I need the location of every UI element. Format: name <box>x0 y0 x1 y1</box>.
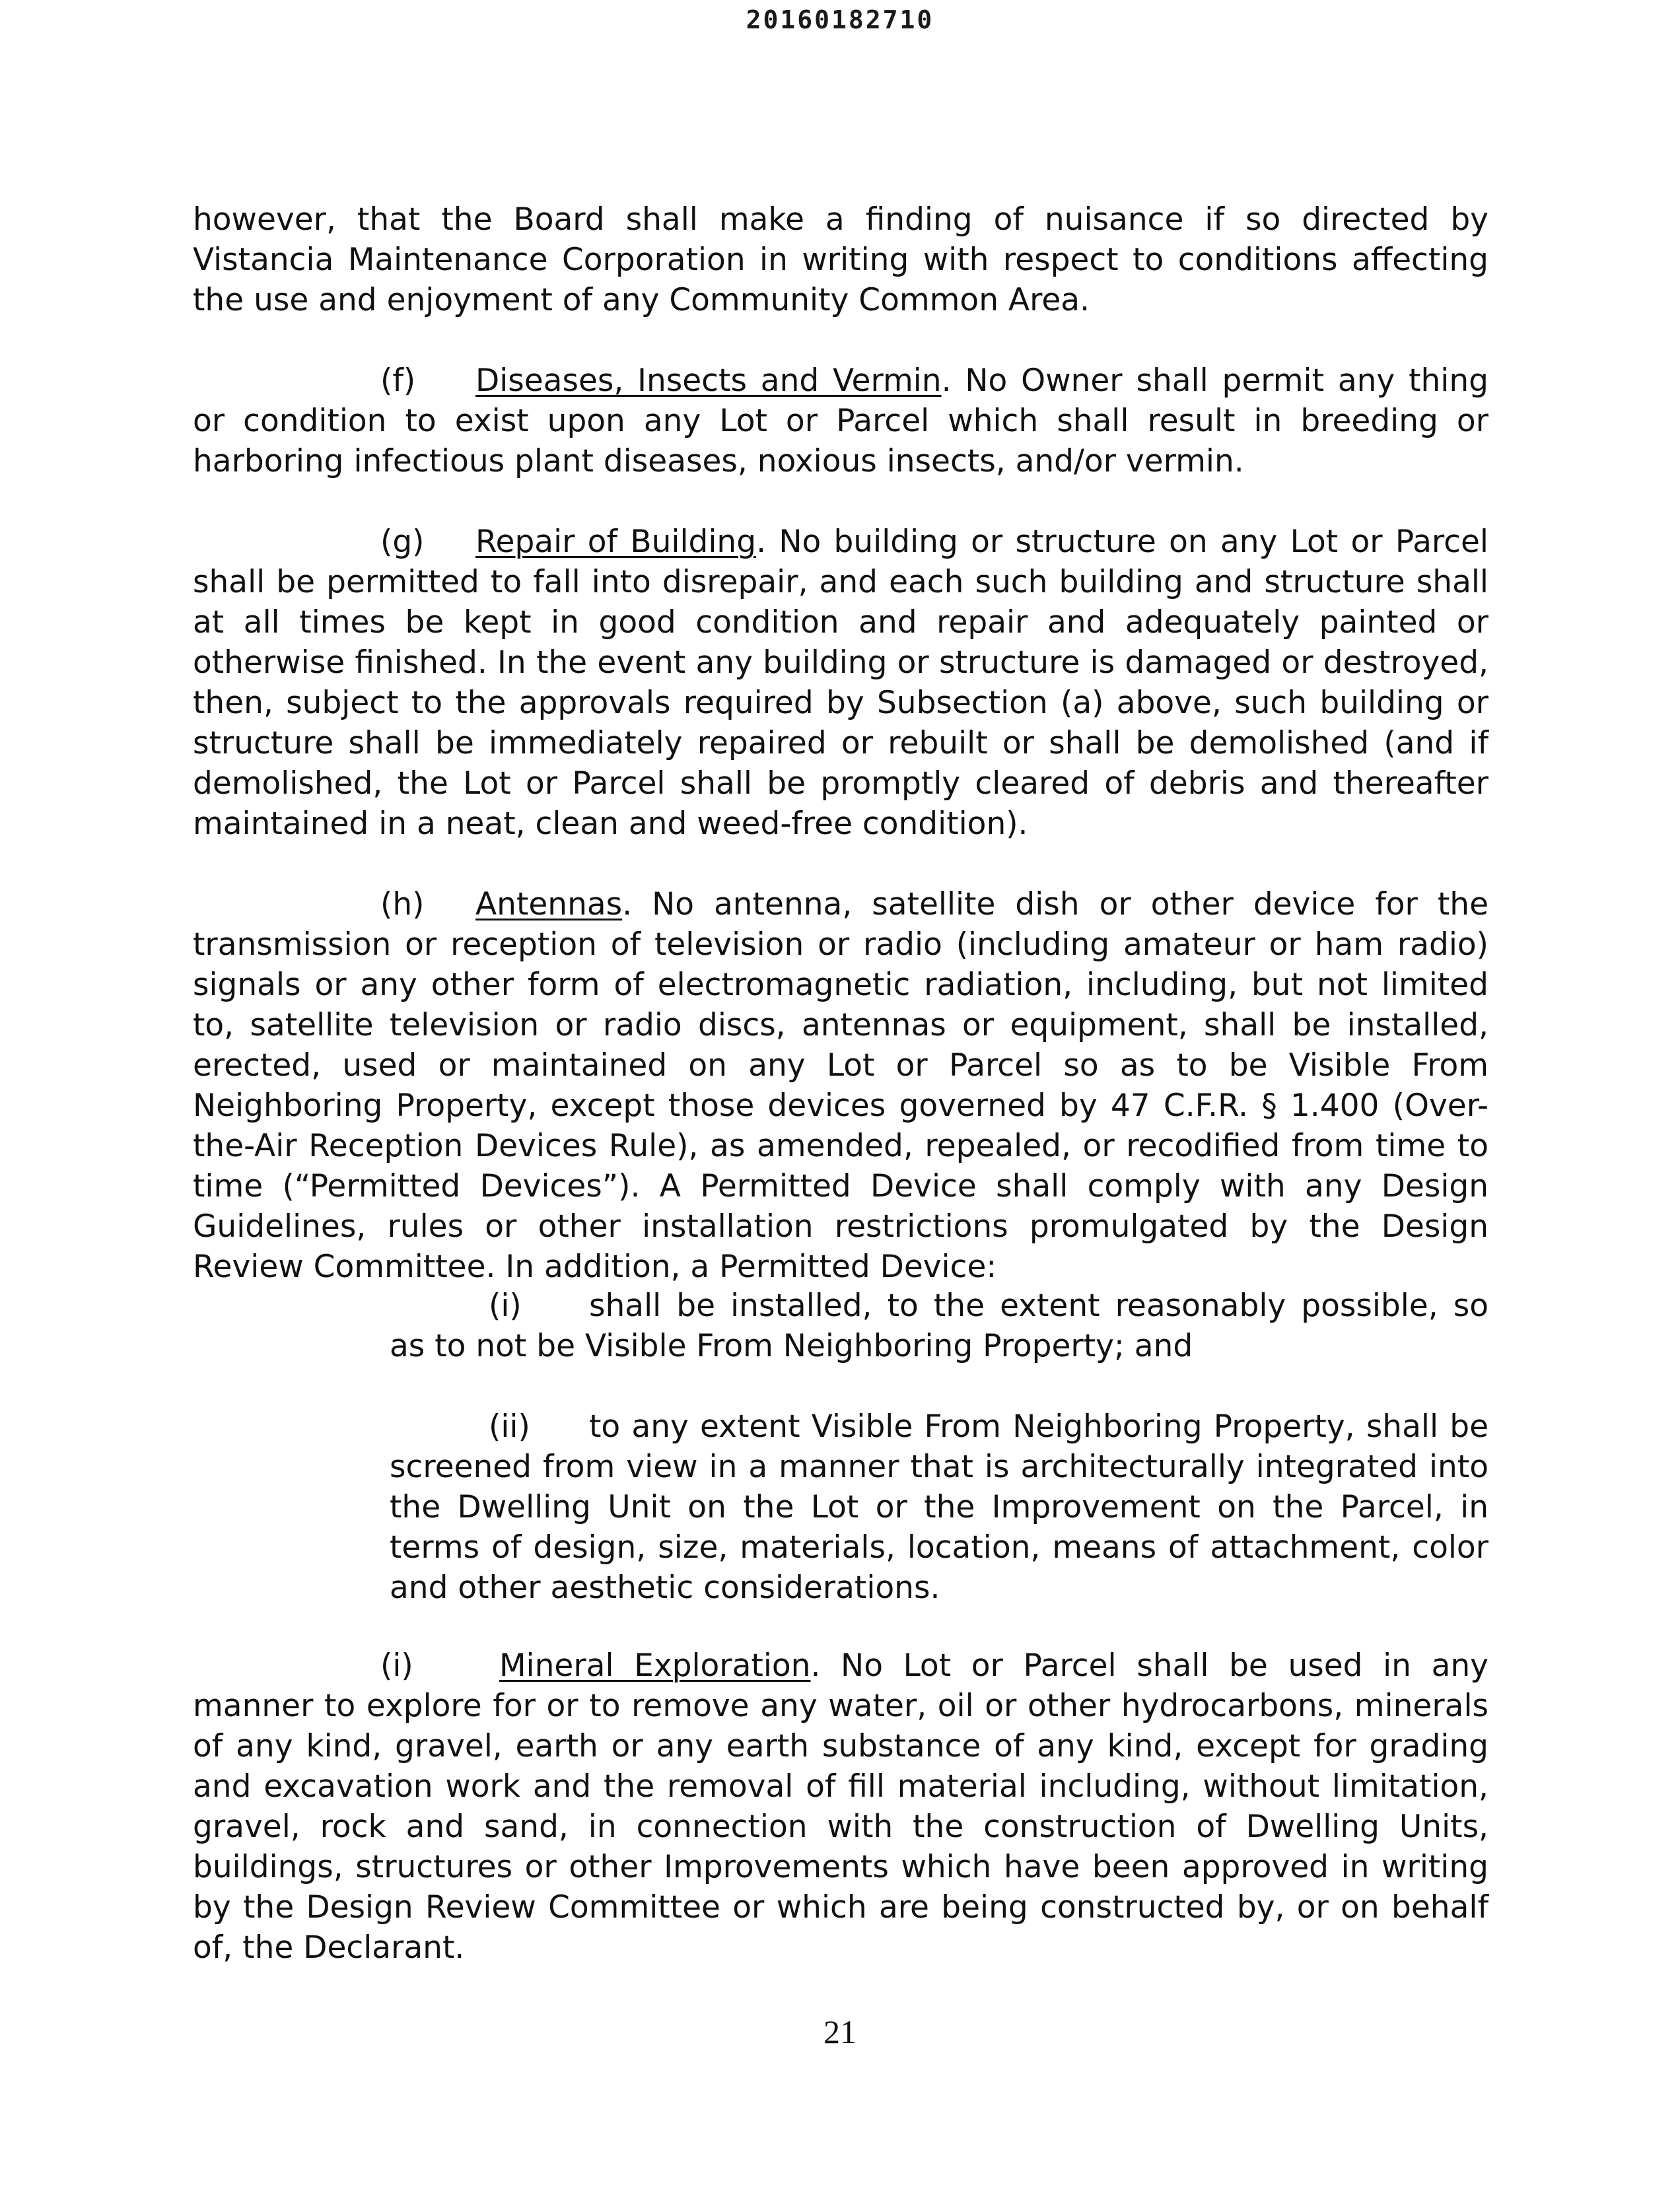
paragraph-f-marker: (f) <box>380 363 416 399</box>
paragraph-f-text: No Owner shall permit any thing or condition to exist upon any Lot or Parcel which shall result in breeding or harboring infectious plant diseases, noxious insects, and/or vermin. <box>193 363 1488 479</box>
paragraph-f-heading: Diseases, Insects and Vermin <box>475 363 942 399</box>
paragraph-h-i-text: shall be installed, to the extent reasonably possible, so as to not be Visible From Neighboring Property; and <box>390 1288 1488 1364</box>
page-number: 21 <box>823 2013 857 2050</box>
paragraph-h-ii <box>390 1406 1488 1608</box>
paragraph-h-text: No antenna, satellite dish or other device for the transmission or reception of television or radio (including amateur or ham radio) signals or any other form of electromagnetic radiation, including, but not limited to, satellite television or radio discs, antennas or equipment, shall be installed, erected, used or maintained on any Lot or Parcel so as to be Visible From Neighboring Property, except those devices governed by 47 C.F.R. § 1.400 (Over-the-Air Reception Devices Rule), as amended, repealed, or recodified from time to time (“Permitted Devices”). A Permitted Device shall comply with any Design Guidelines, rules or other installation restrictions promulgated by the Design Review Committee. In addition, a Permitted Device: <box>193 886 1488 1285</box>
paragraph-h <box>193 884 1488 1287</box>
paragraph-g-heading: Repair of Building <box>475 524 757 560</box>
paragraph-continuation <box>193 199 1488 320</box>
paragraph-continuation-text: however, that the Board shall make a finding of nuisance if so directed by Vistancia Maintenance Corporation in writing with respect to conditions affecting the use and enjoyment of any Community Common Area. <box>193 201 1488 318</box>
paragraph-i-text: No Lot or Parcel shall be used in any manner to explore for or to remove any water, oil or other hydrocarbons, minerals of any kind, gravel, earth or any earth substance of any kind, except for grading and excavation work and the removal of fill material including, without limitation, gravel, rock and sand, in connection with the construction of Dwelling Units, buildings, structures or other Improvements which have been approved in writing by the Design Review Committee or which are being constructed by, or on behalf of, the Declarant. <box>193 1648 1488 1966</box>
paragraph-i-heading-period: . <box>810 1648 841 1684</box>
paragraph-g-heading-period: . <box>756 524 779 560</box>
paragraph-h-ii-text: to any extent Visible From Neighboring Property, shall be screened from view in a manner that is architecturally integrated into the Dwelling Unit on the Lot or the Improvement on the Parcel, in terms of design, size, materials, location, means of attachment, color and other aesthetic considerations. <box>390 1408 1488 1606</box>
paragraph-h-i <box>390 1286 1488 1366</box>
paragraph-f-heading-period: . <box>941 363 965 399</box>
paragraph-i-marker: (i) <box>380 1648 413 1684</box>
document-number: 20160182710 <box>746 5 934 34</box>
paragraph-h-heading-period: . <box>622 886 652 922</box>
paragraph-i <box>193 1646 1488 1968</box>
paragraph-f <box>193 361 1488 481</box>
paragraph-h-marker: (h) <box>380 886 425 922</box>
paragraph-h-i-marker: (i) <box>489 1288 522 1324</box>
paragraph-h-heading: Antennas <box>475 886 623 922</box>
paragraph-h-ii-marker: (ii) <box>489 1408 530 1445</box>
paragraph-g-text: No building or structure on any Lot or Parcel shall be permitted to fall into disrepair, and each such building and structure shall at all times be kept in good condition and repair and adequately painted or otherwise finished. In the event any building or structure is damaged or destroyed, then, subject to the approvals required by Subsection (a) above, such building or structure shall be immediately repaired or rebuilt or shall be demolished (and if demolished, the Lot or Parcel shall be promptly cleared of debris and thereafter maintained in a neat, clean and weed-free condition). <box>193 524 1488 842</box>
paragraph-g <box>193 522 1488 844</box>
paragraph-g-marker: (g) <box>380 524 425 560</box>
paragraph-i-heading: Mineral Exploration <box>499 1648 811 1684</box>
